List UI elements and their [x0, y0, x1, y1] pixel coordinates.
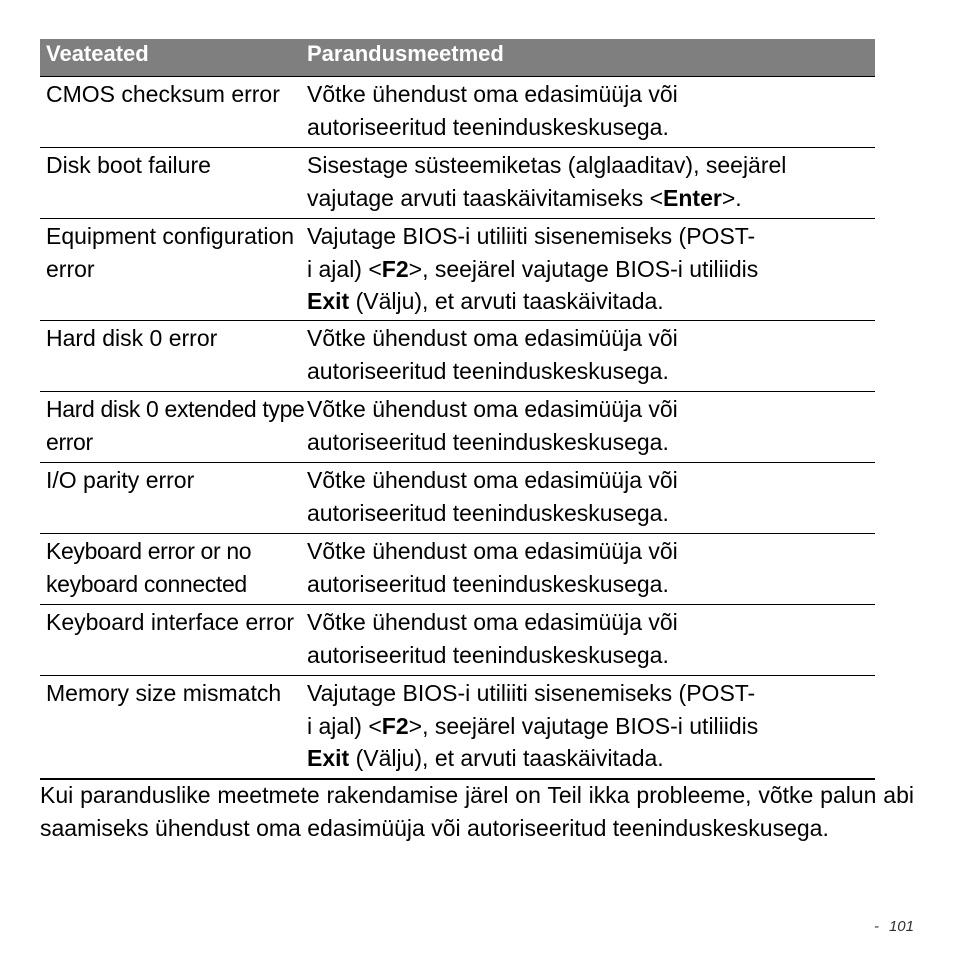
action-line [307, 253, 875, 286]
table-row [40, 534, 875, 605]
action-line [307, 182, 875, 215]
action-line: autoriseeritud teeninduskeskusega. [307, 113, 669, 140]
error-messages-table [40, 39, 875, 780]
action-line: Vajutage BIOS-i utiliiti sisenemiseks (POST- [307, 680, 756, 706]
page-number: 101 [888, 918, 914, 935]
menu-label: Exit [307, 745, 350, 771]
action-text: (Välju), et arvuti taaskäivitada. [349, 288, 664, 314]
action-cell [307, 605, 875, 675]
action-cell [307, 148, 875, 218]
key-label: F2 [381, 712, 409, 739]
action-line [307, 710, 875, 743]
action-cell [307, 534, 875, 604]
table-row [40, 463, 875, 534]
error-cell: CMOS checksum error [46, 81, 280, 107]
error-cell: Keyboard interface error [46, 609, 295, 635]
action-line: Sisestage süsteemiketas (alglaaditav), seejärel [307, 152, 787, 178]
error-cell: Hard disk 0 extended type error [46, 396, 305, 455]
key-label: Enter [663, 184, 722, 211]
action-text: vajutage arvuti taaskäivitamiseks < [307, 184, 664, 211]
footer-dash: - [873, 918, 879, 935]
action-line: autoriseeritud teeninduskeskusega. [307, 641, 669, 668]
action-line: Võtke ühendust oma edasimüüja või [307, 81, 678, 107]
error-cell: Keyboard error or no keyboard connected [46, 538, 252, 597]
error-cell: Disk boot failure [46, 152, 211, 178]
action-cell [307, 321, 875, 391]
action-text: >. [721, 184, 742, 211]
action-line: Võtke ühendust oma edasimüüja või [307, 396, 678, 422]
table-row [40, 219, 875, 321]
table-row [40, 321, 875, 392]
action-text: i ajal) < [307, 712, 382, 739]
action-line: autoriseeritud teeninduskeskusega. [307, 428, 669, 455]
error-cell: Memory size mismatch [46, 680, 282, 706]
action-line: autoriseeritud teeninduskeskusega. [307, 499, 669, 526]
header-corrective-actions: Parandusmeetmed [307, 41, 504, 66]
action-line: Võtke ühendust oma edasimüüja või [307, 538, 678, 564]
error-cell: Equipment configuration error [46, 223, 295, 282]
action-cell [307, 463, 875, 533]
action-line: autoriseeritud teeninduskeskusega. [307, 570, 669, 597]
table-header [40, 39, 875, 77]
error-cell: Hard disk 0 error [46, 325, 218, 351]
action-line: Võtke ühendust oma edasimüüja või [307, 325, 678, 351]
action-text: >, seejärel vajutage BIOS-i utiliidis [408, 712, 759, 739]
action-line: Võtke ühendust oma edasimüüja või [307, 609, 678, 635]
header-error-messages: Veateated [46, 41, 149, 66]
action-text: i ajal) < [307, 255, 382, 282]
action-line: Vajutage BIOS-i utiliiti sisenemiseks (POST- [307, 223, 756, 249]
table-row [40, 392, 875, 463]
table-row [40, 676, 875, 780]
action-line: Võtke ühendust oma edasimüüja või [307, 467, 678, 493]
error-cell: I/O parity error [46, 467, 195, 493]
action-cell [307, 676, 875, 778]
action-text: >, seejärel vajutage BIOS-i utiliidis [408, 255, 759, 282]
key-label: F2 [381, 255, 409, 282]
action-cell [307, 219, 875, 320]
table-row [40, 77, 875, 148]
action-line: autoriseeritud teeninduskeskusega. [307, 357, 669, 384]
action-cell [307, 77, 875, 147]
action-line [307, 742, 875, 775]
table-row [40, 148, 875, 219]
action-cell [307, 392, 875, 462]
action-text: (Välju), et arvuti taaskäivitada. [349, 745, 664, 771]
closing-paragraph: Kui paranduslike meetmete rakendamise järel on Teil ikka probleeme, võtke palun abi saamiseks ühendust oma edasimüüja või autoriseeritud teeninduskeskusega. [40, 782, 914, 841]
menu-label: Exit [307, 288, 350, 314]
action-line [307, 285, 875, 318]
page-footer [874, 918, 914, 935]
table-row [40, 605, 875, 676]
